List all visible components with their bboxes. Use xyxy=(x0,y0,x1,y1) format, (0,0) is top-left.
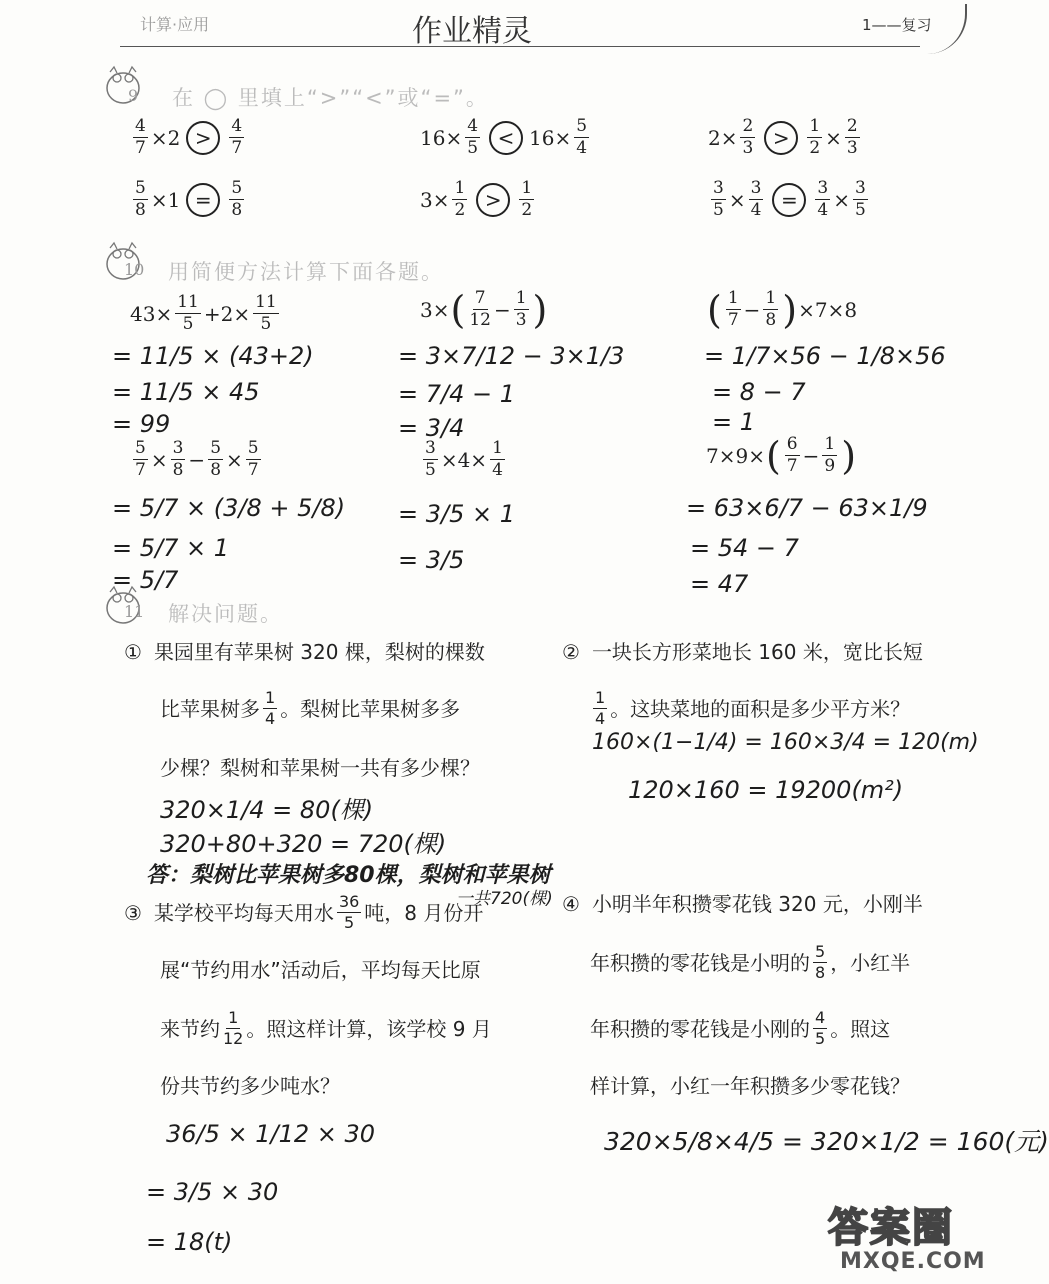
handwritten-step: = 11/5 × (43+2) xyxy=(112,342,314,370)
calc-problem-c: ( $\frac{1}{7}$ − $\frac{1}{8}$ ) ×7×8 xyxy=(707,287,858,332)
section-9-number: 9 xyxy=(128,86,139,105)
word-problem-4-line: 样计算，小红一年积攒多少零花钱？ xyxy=(590,1074,910,1098)
word-problem-1-line: 少棵？梨树和苹果树一共有多少棵？ xyxy=(160,756,480,780)
handwritten-step: = 7/4 − 1 xyxy=(398,380,515,408)
section-10-title: 用简便方法计算下面各题。 xyxy=(168,260,444,284)
answer-circle[interactable]: = xyxy=(186,183,220,217)
handwritten-step: = 5/7 xyxy=(112,566,179,594)
compare-item-1: $\frac{4}{7}$ ×2 > $\frac{4}{7}$ xyxy=(135,116,243,158)
watermark-logo: 答案圈 MXQE.COM xyxy=(828,1205,986,1274)
header-right-text: 1——复习 xyxy=(862,16,932,34)
handwritten-step: = 1 xyxy=(712,408,756,436)
handwritten-step: = 3/4 xyxy=(398,414,465,442)
handwritten-step: 320×5/8×4/5 = 320×1/2 = 160(元) xyxy=(604,1127,1049,1156)
calc-problem-a: 43× $\frac{11}{5}$ +2× $\frac{11}{5}$ xyxy=(130,292,277,334)
compare-item-4: $\frac{5}{8}$ ×1 = $\frac{5}{8}$ xyxy=(135,178,243,220)
word-problem-3-line: 份共节约多少吨水？ xyxy=(160,1074,340,1098)
answer-circle[interactable]: > xyxy=(476,183,510,217)
word-problem-2-line: ② 一块长方形菜地长 160 米，宽比长短 xyxy=(562,640,923,664)
word-problem-3-line: ③ 某学校平均每天用水 $\frac{36}{5}$ 吨，8 月份开 xyxy=(124,892,484,932)
section-10-number: 10 xyxy=(124,260,145,279)
calc-problem-f: 7×9× ( $\frac{6}{7}$ − $\frac{1}{9}$ ) xyxy=(706,433,857,478)
handwritten-step: = 8 − 7 xyxy=(712,378,806,406)
compare-item-6: $\frac{3}{5}$ × $\frac{3}{4}$ = $\frac{3}{4}$ × $\frac{3}{5}$ xyxy=(713,178,866,220)
handwritten-step: = 5/7 × 1 xyxy=(112,534,229,562)
word-problem-1-line: ① 果园里有苹果树 320 棵，梨树的棵数 xyxy=(124,640,485,664)
section-11-title: 解决问题。 xyxy=(168,602,283,626)
word-problem-4-line: 年积攒的零花钱是小明的 $\frac{5}{8}$ ，小红半 xyxy=(590,942,911,982)
section-11-number: 11 xyxy=(124,602,145,621)
header-rule xyxy=(120,46,920,47)
compare-item-2: 16× $\frac{4}{5}$ < 16× $\frac{5}{4}$ xyxy=(420,116,588,158)
handwritten-step: = 47 xyxy=(690,570,749,598)
handwritten-step: = 99 xyxy=(112,410,171,438)
word-problem-3-line: 来节约 $\frac{1}{12}$ 。照这样计算，该学校 9 月 xyxy=(160,1008,492,1048)
header-title: 作业精灵 xyxy=(412,14,532,49)
handwritten-answer: 答：梨树比苹果树多80棵，梨树和苹果树 xyxy=(146,863,551,888)
answer-circle[interactable]: > xyxy=(186,121,220,155)
word-problem-4-line: ④ 小明半年积攒零花钱 320 元，小刚半 xyxy=(562,892,923,916)
handwritten-step: 160×(1−1/4) = 160×3/4 = 120(m) xyxy=(592,730,979,755)
handwritten-step: = 3×7/12 − 3×1/3 xyxy=(398,342,625,370)
answer-circle[interactable]: > xyxy=(764,121,798,155)
handwritten-step: = 3/5 × 1 xyxy=(398,500,515,528)
handwritten-answer: 一共720(棵) xyxy=(456,889,553,909)
handwritten-step: = 18(t) xyxy=(146,1228,233,1256)
compare-item-5: 3× $\frac{1}{2}$ > $\frac{1}{2}$ xyxy=(420,178,533,220)
handwritten-step: = 1/7×56 − 1/8×56 xyxy=(704,342,946,370)
handwritten-step: = 63×6/7 − 63×1/9 xyxy=(686,494,928,522)
calc-problem-b: 3× ( $\frac{7}{12}$ − $\frac{1}{3}$ ) xyxy=(420,287,548,332)
answer-circle[interactable]: = xyxy=(772,183,806,217)
handwritten-step: = 5/7 × (3/8 + 5/8) xyxy=(112,494,346,522)
handwritten-step: 36/5 × 1/12 × 30 xyxy=(166,1120,376,1148)
word-problem-4-line: 年积攒的零花钱是小刚的 $\frac{4}{5}$ 。照这 xyxy=(590,1008,891,1048)
answer-circle[interactable]: < xyxy=(489,121,523,155)
handwritten-step: = 3/5 xyxy=(398,546,465,574)
handwritten-step: = 3/5 × 30 xyxy=(146,1178,279,1206)
compare-item-3: 2× $\frac{2}{3}$ > $\frac{1}{2}$ × $\frac{2}{3}$ xyxy=(708,116,858,158)
header-left-text: 计算·应用 xyxy=(140,15,210,34)
word-problem-1-line: 比苹果树多 $\frac{1}{4}$ 。梨树比苹果树多多 xyxy=(160,688,461,728)
calc-problem-e: $\frac{3}{5}$ ×4× $\frac{1}{4}$ xyxy=(425,438,503,480)
handwritten-step: = 11/5 × 45 xyxy=(112,378,260,406)
handwritten-step: = 54 − 7 xyxy=(690,534,799,562)
word-problem-3-line: 展“节约用水”活动后，平均每天比原 xyxy=(160,958,481,982)
handwritten-step: 320×1/4 = 80(棵) xyxy=(160,796,374,824)
handwritten-step: 320+80+320 = 720(棵) xyxy=(160,830,447,858)
header-corner-curve xyxy=(915,4,967,54)
handwritten-step: 120×160 = 19200(m²) xyxy=(628,776,904,804)
word-problem-2-line: $\frac{1}{4}$ 。这块菜地的面积是多少平方米？ xyxy=(595,688,911,728)
section-9-title: 在 ◯ 里填上“>”“<”或“=”。 xyxy=(172,86,489,110)
calc-problem-d: $\frac{5}{7}$ × $\frac{3}{8}$ − $\frac{5}{8}$ × $\frac{5}{7}$ xyxy=(135,438,259,480)
